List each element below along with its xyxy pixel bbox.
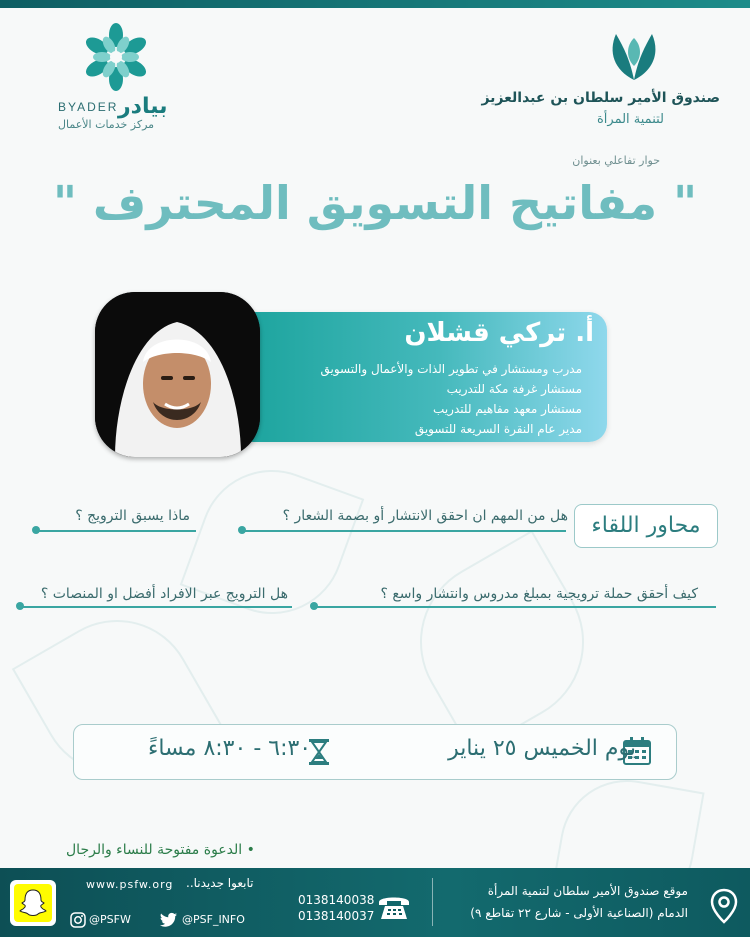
speaker-name: أ. تركي قشلان xyxy=(404,318,594,348)
telephone-icon xyxy=(376,892,412,922)
fund-subtitle: لتنمية المرأة xyxy=(596,112,664,127)
topic-item: كيف أحقق حملة ترويجية بمبلغ مدروس وانتشار واسع ؟ xyxy=(380,586,698,602)
byader-flower-logo-icon xyxy=(78,22,154,92)
speaker-role: مدرب ومستشار في تطوير الذات والأعمال والتسويق xyxy=(320,362,582,376)
speaker-role: مستشار غرفة مكة للتدريب xyxy=(446,382,582,396)
hourglass-icon xyxy=(308,738,330,766)
fund-name: صندوق الأمير سلطان بن عبدالعزيز xyxy=(481,90,720,106)
phone-number[interactable]: 0138140037 xyxy=(298,909,375,923)
website-link[interactable]: www.psfw.org xyxy=(86,878,174,891)
location-pin-icon[interactable] xyxy=(710,888,738,924)
event-title: " مفاتيح التسويق المحترف " xyxy=(52,176,698,230)
footer-divider xyxy=(432,878,433,926)
location-address: الدمام (الصناعية الأولى - شارع ٢٢ تقاطع ٩) xyxy=(470,906,688,920)
topic-bullet-icon xyxy=(32,526,40,534)
twitter-icon[interactable] xyxy=(160,912,178,928)
event-type-label: حوار تفاعلي بعنوان xyxy=(572,154,660,167)
topic-bullet-icon xyxy=(16,602,24,610)
topic-underline xyxy=(20,606,292,608)
instagram-icon[interactable] xyxy=(70,912,86,928)
fund-logo-icon xyxy=(606,30,662,82)
byader-english-name: BYADER xyxy=(58,100,119,114)
invite-note: • الدعوة مفتوحة للنساء والرجال xyxy=(66,842,255,858)
topic-bullet-icon xyxy=(238,526,246,534)
speaker-portrait-icon xyxy=(95,292,260,457)
speaker-photo xyxy=(95,292,260,457)
topic-underline xyxy=(242,530,566,532)
topic-bullet-icon xyxy=(310,602,318,610)
topics-heading: محاور اللقاء xyxy=(574,504,718,548)
topic-item: ماذا يسبق الترويج ؟ xyxy=(75,508,190,524)
location-title: موقع صندوق الأمير سلطان لتنمية المرأة xyxy=(487,884,688,898)
event-time: ٦:٣٠ - ٨:٣٠ مساءً xyxy=(148,736,312,761)
topic-item: هل من المهم ان احقق الانتشار أو بصمة الشعار ؟ xyxy=(282,508,568,524)
phone-number[interactable]: 0138140038 xyxy=(298,893,375,907)
background-leaf-decoration xyxy=(390,530,614,754)
topic-underline xyxy=(36,530,196,532)
topic-item: هل الترويج عبر الافراد أفضل او المنصات ؟ xyxy=(40,586,288,602)
instagram-handle[interactable]: @PSFW xyxy=(89,913,131,926)
snapchat-qr-icon[interactable] xyxy=(10,880,56,926)
byader-arabic-name: بيادر xyxy=(118,94,168,119)
topic-underline xyxy=(314,606,716,608)
top-accent-bar xyxy=(0,0,750,8)
follow-label: تابعوا جديدنا.. xyxy=(186,876,254,890)
twitter-handle[interactable]: @PSF_INFO xyxy=(182,913,245,926)
speaker-role: مدير عام النقرة السريعة للتسويق xyxy=(414,422,582,436)
speaker-role: مستشار معهد مفاهيم للتدريب xyxy=(433,402,582,416)
event-date: يوم الخميس ٢٥ يناير xyxy=(448,736,636,761)
byader-subtitle: مركز خدمات الأعمال xyxy=(58,118,155,131)
